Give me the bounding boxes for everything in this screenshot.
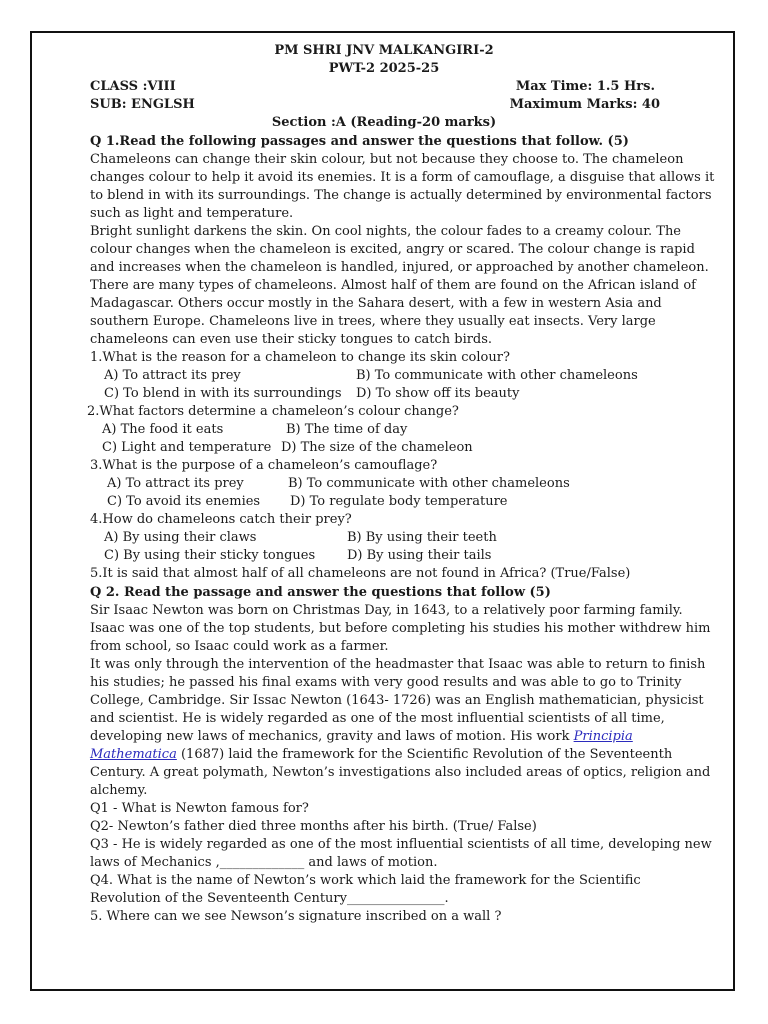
q1-passage-line: to blend in with its surroundings. The change is actually determined by environmental factors <box>90 188 712 203</box>
q1-3-option-b: B) To communicate with other chameleons <box>288 476 570 491</box>
q2-question-3: Q3 - He is widely regarded as one of the most influential scientists of all time, developing new <box>90 837 712 852</box>
q2-question-1: Q1 - What is Newton famous for? <box>90 801 309 816</box>
q2-passage-line <box>90 728 633 746</box>
q2-passage-line: It was only through the intervention of the headmaster that Isaac was able to return to finish <box>90 657 706 672</box>
q1-heading: Q 1.Read the following passages and answer the questions that follow. (5) <box>90 134 629 149</box>
q2-question-3-cont: laws of Mechanics ,_____________ and laws of motion. <box>90 855 438 870</box>
mathematica-link[interactable]: Mathematica <box>90 747 177 762</box>
q2-passage-text: developing new laws of mechanics, gravity and laws of motion. His work <box>90 729 574 744</box>
q1-question-1: 1.What is the reason for a chameleon to change its skin colour? <box>90 350 510 365</box>
q2-question-4-cont: Revolution of the Seventeenth Century_______________. <box>90 891 449 906</box>
school-name: PM SHRI JNV MALKANGIRI-2 <box>274 43 494 58</box>
q2-heading: Q 2. Read the passage and answer the questions that follow (5) <box>90 585 551 600</box>
subject-label: SUB: ENGLSH <box>90 97 195 112</box>
q2-passage-line: Century. A great polymath, Newton’s investigations also included areas of optics, religion and <box>90 765 711 780</box>
q2-passage-line <box>90 746 672 764</box>
q2-question-4: Q4. What is the name of Newton’s work which laid the framework for the Scientific <box>90 873 641 888</box>
q1-4-option-c: C) By using their sticky tongues <box>104 548 316 563</box>
q1-4-option-d: D) By using their tails <box>347 548 492 563</box>
q1-passage-line: and increases when the chameleon is handled, injured, or approached by another chameleon. <box>90 260 709 275</box>
q2-question-5: 5. Where can we see Newson’s signature inscribed on a wall ? <box>90 909 502 924</box>
q1-question-3: 3.What is the purpose of a chameleon’s camouflage? <box>90 458 438 473</box>
q1-3-option-a: A) To attract its prey <box>107 476 244 491</box>
q1-1-option-b: B) To communicate with other chameleons <box>356 368 638 383</box>
q1-passage-line: Bright sunlight darkens the skin. On cool nights, the colour fades to a creamy colour. The <box>90 224 682 239</box>
q1-4-option-a: A) By using their claws <box>104 530 257 545</box>
q2-passage-line: and scientist. He is widely regarded as one of the most influential scientists of all time, <box>90 711 665 726</box>
q2-passage-line: College, Cambridge. Sir Issac Newton (1643- 1726) was an English mathematician, physicist <box>90 693 704 708</box>
q2-passage-line: Isaac was one of the top students, but before completing his studies his mother withdrew him <box>90 621 711 636</box>
q2-passage-line: Sir Isaac Newton was born on Christmas Day, in 1643, to a relatively poor farming family. <box>90 603 683 618</box>
q1-question-5: 5.It is said that almost half of all chameleons are not found in Africa? (True/False) <box>90 566 631 581</box>
q1-question-4: 4.How do chameleons catch their prey? <box>90 512 352 527</box>
principia-link[interactable]: Principia <box>573 729 633 744</box>
q1-2-option-d: D) The size of the chameleon <box>281 440 473 455</box>
q1-question-2: 2.What factors determine a chameleon’s colour change? <box>87 404 459 419</box>
max-marks: Maximum Marks: 40 <box>509 97 660 112</box>
q1-1-option-d: D) To show off its beauty <box>356 386 520 401</box>
q1-passage-line: chameleons can even use their sticky tongues to catch birds. <box>90 332 493 347</box>
q1-passage-line: colour changes when the chameleon is excited, angry or scared. The colour change is rapid <box>90 242 695 257</box>
q1-1-option-a: A) To attract its prey <box>104 368 241 383</box>
q1-2-option-a: A) The food it eats <box>102 422 224 437</box>
q2-passage-line: alchemy. <box>90 783 148 798</box>
q1-4-option-b: B) By using their teeth <box>347 530 497 545</box>
q2-passage-line: from school, so Isaac could work as a farmer. <box>90 639 389 654</box>
q2-passage-line: his studies; he passed his final exams with very good results and was able to go to Trinity <box>90 675 682 690</box>
q2-question-2: Q2- Newton’s father died three months after his birth. (True/ False) <box>90 819 537 834</box>
q1-2-option-b: B) The time of day <box>286 422 408 437</box>
q1-1-option-c: C) To blend in with its surroundings <box>104 386 342 401</box>
q1-passage-line: such as light and temperature. <box>90 206 294 221</box>
max-time: Max Time: 1.5 Hrs. <box>515 79 655 94</box>
q1-passage-line: Madagascar. Others occur mostly in the Sahara desert, with a few in western Asia and <box>90 296 662 311</box>
exam-name: PWT-2 2025-25 <box>328 61 440 76</box>
section-title: Section :A (Reading-20 marks) <box>271 115 497 130</box>
q1-3-option-c: C) To avoid its enemies <box>107 494 261 509</box>
q1-passage-line: Chameleons can change their skin colour, but not because they choose to. The chameleon <box>90 152 684 167</box>
q1-passage-line: southern Europe. Chameleons live in trees, where they usually eat insects. Very large <box>90 314 656 329</box>
q1-2-option-c: C) Light and temperature <box>102 440 272 455</box>
q1-passage-line: changes colour to help it avoid its enemies. It is a form of camouflage, a disguise that allows it <box>90 170 715 185</box>
class-label: CLASS :VIII <box>90 79 176 94</box>
q1-passage-line: There are many types of chameleons. Almost half of them are found on the African island of <box>90 278 696 293</box>
q1-3-option-d: D) To regulate body temperature <box>290 494 508 509</box>
q2-passage-text: (1687) laid the framework for the Scientific Revolution of the Seventeenth <box>176 747 673 762</box>
